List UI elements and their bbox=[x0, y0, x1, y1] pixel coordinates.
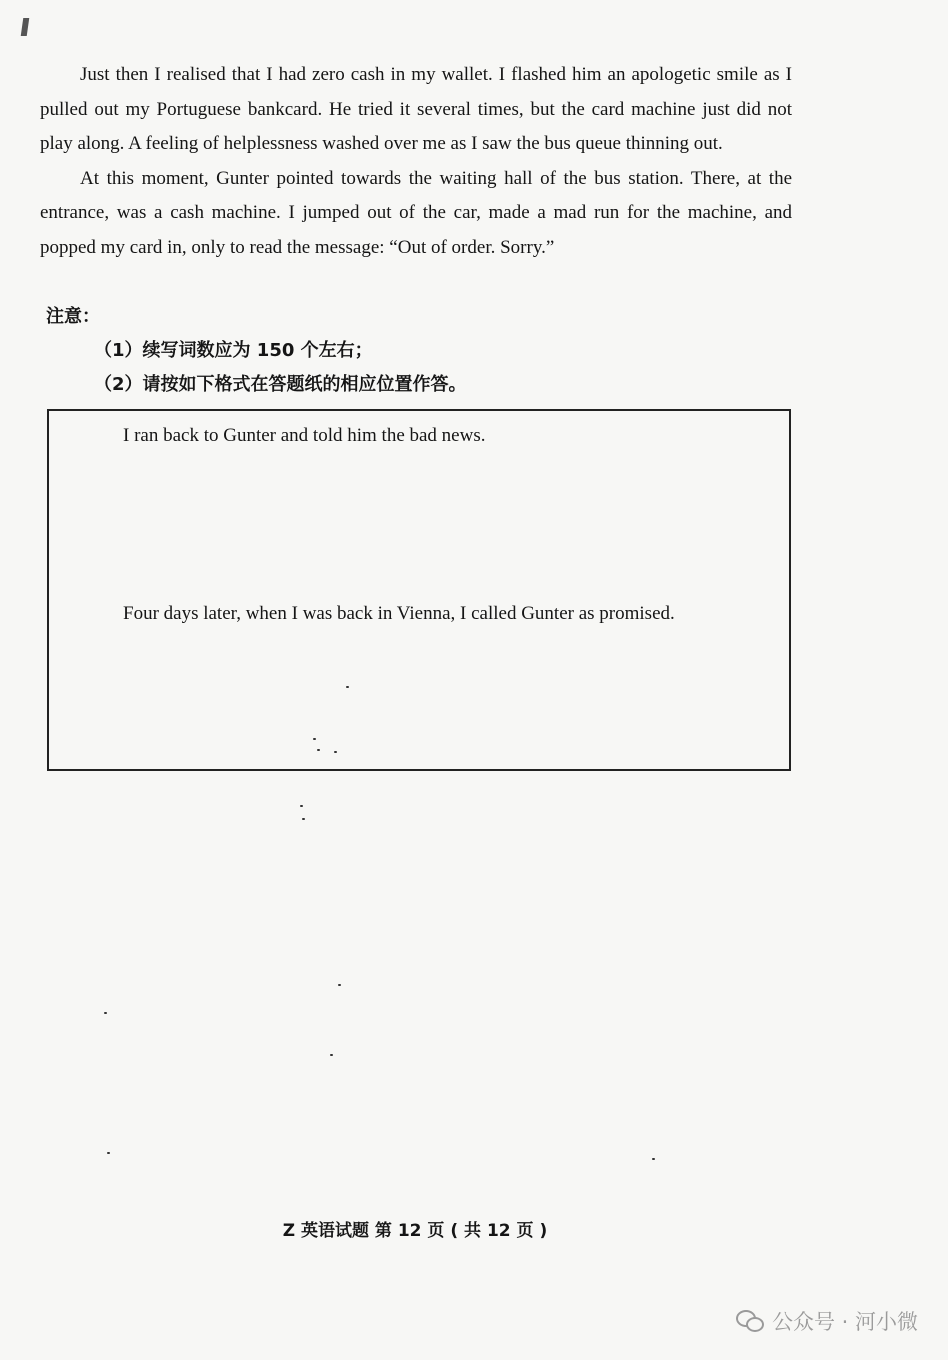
answer-format-box bbox=[47, 409, 791, 771]
wechat-icon bbox=[736, 1310, 764, 1332]
scan-corner-mark bbox=[21, 18, 30, 36]
scan-speck bbox=[104, 1012, 107, 1014]
scan-speck bbox=[300, 805, 303, 807]
note-item-format: （2）请按如下格式在答题纸的相应位置作答。 bbox=[94, 374, 467, 395]
page-footer: Z 英语试题 第 12 页 ( 共 12 页 ) bbox=[282, 1221, 548, 1241]
instructions-notes bbox=[46, 300, 467, 402]
story-passage bbox=[40, 58, 792, 265]
scan-speck bbox=[330, 1054, 333, 1056]
notes-heading: 注意： bbox=[46, 306, 100, 327]
scan-speck bbox=[334, 751, 337, 753]
paragraph-starter-1: I ran back to Gunter and told him the bad news. bbox=[123, 425, 486, 446]
scan-speck bbox=[317, 749, 320, 751]
scan-speck bbox=[313, 738, 316, 740]
passage-paragraph-1: Just then I realised that I had zero cash in my wallet. I flashed him an apologetic smile as I pulled out my Portuguese bankcard. He tried it several times, but the card machine just did not play along. A feeling of helplessness washed over me as I saw the bus queue thinning out. bbox=[40, 64, 792, 154]
scan-speck bbox=[346, 686, 349, 688]
wechat-watermark bbox=[736, 1306, 918, 1336]
paragraph-starter-2: Four days later, when I was back in Vienna, I called Gunter as promised. bbox=[123, 603, 675, 624]
scan-speck bbox=[302, 818, 305, 820]
watermark-text: 公众号 · 河小微 bbox=[771, 1310, 918, 1334]
scan-speck bbox=[652, 1158, 655, 1160]
scan-speck bbox=[338, 984, 341, 986]
passage-paragraph-2: At this moment, Gunter pointed towards the waiting hall of the bus station. There, at the entrance, was a cash machine. I jumped out of the car, made a mad run for the machine, and popped my card in, only to read the message: “Out of order. Sorry.” bbox=[40, 167, 792, 258]
note-item-word-count: （1）续写词数应为 150 个左右； bbox=[94, 340, 373, 361]
scan-speck bbox=[107, 1152, 110, 1154]
